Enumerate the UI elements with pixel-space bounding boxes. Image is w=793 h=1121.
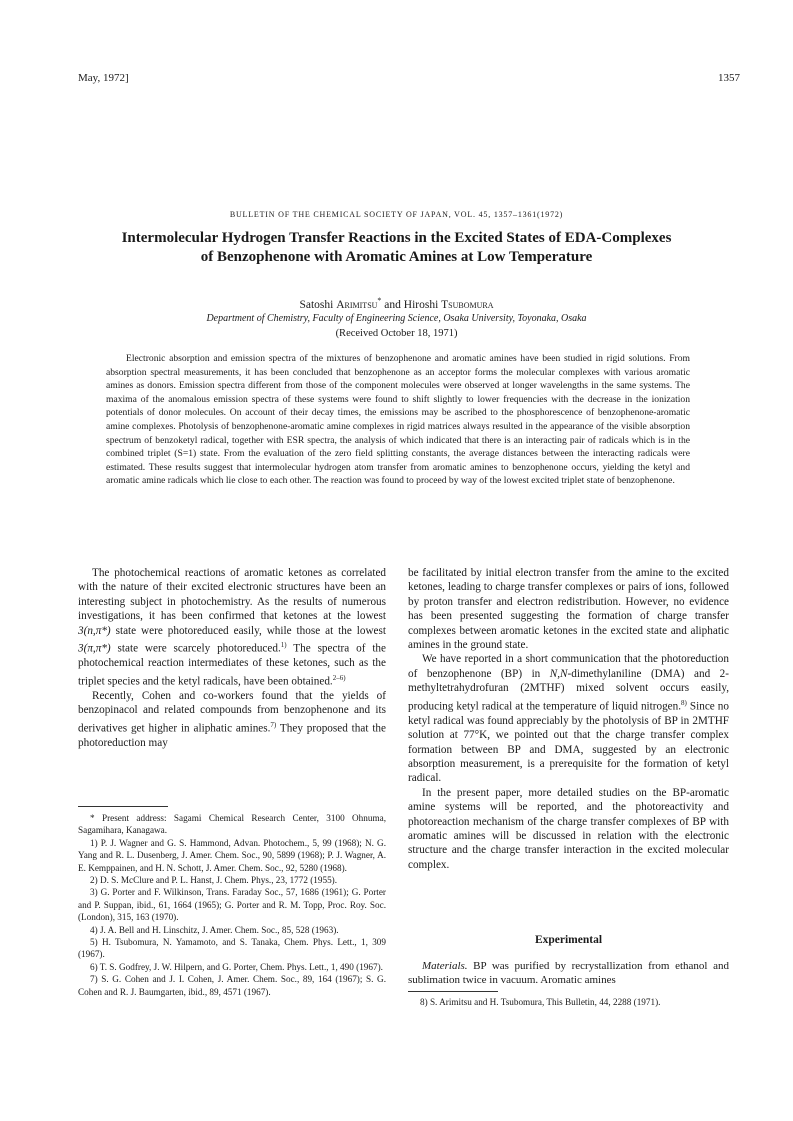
footnote-right: 8) S. Arimitsu and H. Tsubomura, This Bulletin, 44, 2288 (1971).	[420, 997, 661, 1007]
paper-title: Intermolecular Hydrogen Transfer Reactions in the Excited States of EDA-Complexes of Benzophenone with Aromatic Amines at Low Temperature	[121, 230, 672, 265]
author1-given: Satoshi	[299, 298, 337, 311]
author2-family: Tsubomura	[441, 298, 494, 311]
intro-paragraph-2: Recently, Cohen and co-workers found that the yields of benzopinacol and related compounds from benzophenone and its derivatives get higher in aliphatic amines.$^{7)}$ They proposed that the photoreduction may	[78, 689, 386, 749]
experimental-paragraph: Materials. BP was purified by recrystallization from ethanol and sublimation twice in vacuum. Aromatic amines	[408, 960, 729, 987]
author1-footnote-mark: *	[377, 296, 382, 305]
footnote: 7) S. G. Cohen and J. I. Cohen, J. Amer. Chem. Soc., 89, 164 (1967); S. G. Cohen and R. J. Baumgarten, ibid., 89, 4571 (1967).	[78, 974, 386, 997]
author-line	[0, 296, 793, 311]
author-conjunction: and	[381, 298, 404, 311]
subsection-label: Materials.	[422, 960, 468, 972]
footnote: 5) H. Tsubomura, N. Yamamoto, and S. Tanaka, Chem. Phys. Lett., 1, 309 (1967).	[78, 937, 386, 960]
footnote: 3) G. Porter and F. Wilkinson, Trans. Faraday Soc., 57, 1686 (1961); G. Porter and P. Suppan, ibid., 61, 1664 (1965); G. Porter and R. M. Topp, Proc. Roy. Soc. (London), 315, 163 (1970).	[78, 887, 386, 923]
journal-citation: BULLETIN OF THE CHEMICAL SOCIETY OF JAPAN, VOL. 45, 1357–1361(1972)	[229, 210, 564, 219]
running-header-date: May, 1972]	[78, 72, 129, 84]
footnotes-left	[78, 812, 386, 998]
author1-family: Arimitsu	[336, 298, 378, 311]
body-left-column	[78, 566, 386, 750]
abstract: Electronic absorption and emission spectra of the mixtures of benzophenone and aromatic amines have been studied in rigid solutions. From absorption spectral measurements, it has been concluded that benzophenone as an acceptor forms the molecular complexes with various aromatic amines as donors. Emission spectra different from those of the component molecules were observed at longer wavelengths in the same systems. The maxima of the anomalous emission spectra of these systems were found to shift slightly to lower frequencies with the decrease in the ionization potentials of donor molecules. On account of their decay times, the emissions may be ascribed to the phosphorescence of benzophenone-aromatic amine complexes. Photolysis of benzophenone-aromatic amine complexes in rigid matrices always resulted in the appearance of the visible absorption spectrum of benzoketyl radical, together with ESR spectra, the analysis of which indicated that there is an interacting pair of radicals which is in the combined triplet (S=1) state. From the evaluation of the zero field splitting constants, the average distances between the interacting radicals were estimated. These results suggest that intermolecular hydrogen atom transfer from aromatic amines to benzophenone occurs, yielding the ketyl and aromatic amine radicals which lie close to each other. The reaction was found to proceed by way of the lowest excited triplet state of benzophenone.	[106, 353, 690, 487]
footnote: 6) T. S. Godfrey, J. W. Hilpern, and G. Porter, Chem. Phys. Lett., 1, 490 (1967).	[90, 961, 383, 972]
footnote-divider	[78, 806, 168, 807]
page-number: 1357	[718, 72, 740, 84]
intro-paragraph-3: be facilitated by initial electron transfer from the amine to the excited ketones, leading to charge transfer complexes or pairs of ions, followed by proton transfer and electron redistribution. However, no evidence has been presented suggesting the formation of charge transfer complexes between aromatic ketones in the excited state and aliphatic amines in the ground state.	[408, 567, 729, 652]
section-heading-experimental: Experimental	[534, 934, 603, 946]
intro-paragraph-1: The photochemical reactions of aromatic ketones as correlated with the nature of their excited electronic structures have been an interesting subject in photochemistry. As the results of numerous investigations, it has been confirmed that ketones at the lowest 3(n,π*) state were photoreduced easily, while those at the lowest 3(π,π*) state were scarcely photoreduced.$^{1)}$ The spectra of the photochemical reaction intermediates of these ketones, such as the triplet species and the ketyl radicals, have been obtained.$^{2-6)}$	[78, 567, 386, 688]
citation-ref: 7)	[270, 720, 277, 729]
footnote-divider-right	[408, 991, 498, 992]
citation-ref: 8)	[681, 698, 687, 707]
footnote: 1) P. J. Wagner and G. S. Hammond, Advan. Photochem., 5, 99 (1968); N. G. Yang and R. L. Dusenberg, J. Amer. Chem. Soc., 90, 5899 (1968); P. J. Wagner, A. E. Kemppainen, and H. N. Schott, J. Amer. Chem. Soc., 92, 5280 (1968).	[78, 837, 386, 873]
citation-ref: 1)	[280, 641, 287, 650]
received-date: (Received October 18, 1971)	[335, 328, 458, 339]
footnote: * Present address: Sagami Chemical Research Center, 3100 Ohnuma, Sagamihara, Kanagawa.	[78, 813, 386, 836]
footnote: 2) D. S. McClure and P. L. Hanst, J. Chem. Phys., 23, 1772 (1955).	[90, 875, 338, 886]
footnote: 4) J. A. Bell and H. Linschitz, J. Amer. Chem. Soc., 85, 528 (1963).	[90, 924, 339, 935]
intro-paragraph-5: In the present paper, more detailed studies on the BP-aromatic amine systems will be reported, and the photoreactivity and photoreaction mechanism of the charge transfer complexes of BP with aromatic amines will be discussed in relation with the electronic structure and the charge transfer interaction in the excited molecular complex.	[408, 786, 729, 871]
body-right-column	[408, 566, 729, 872]
affiliation: Department of Chemistry, Faculty of Engineering Science, Osaka University, Toyonaka, Osaka	[206, 313, 587, 324]
intro-paragraph-4: We have reported in a short communication that the photoreduction of benzophenone (BP) in N,N-dimethylaniline (DMA) and 2-methyltetrahydrofuran (2MTHF) mixed solvent occurs easily, producing ketyl radical at the temperature of liquid nitrogen.$^{8)}$ Since no ketyl radical was found appreciably by the photolysis of BP in 2MTHF solution at 77°K, we pointed out that the charge transfer complex formation between BP and DMA, suggested by an electronic absorption measurement, is a prerequisite for the formation of ketyl radical.	[408, 653, 729, 785]
citation-ref: 2–6)	[332, 673, 346, 682]
author2-given: Hiroshi	[403, 298, 442, 311]
